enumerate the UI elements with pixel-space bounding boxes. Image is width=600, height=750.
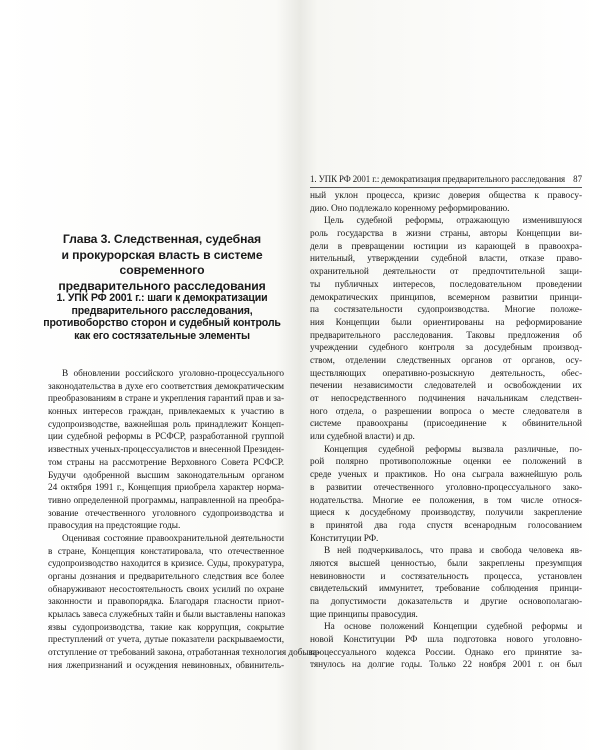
text-line: ляются высшей ценностью, были закреплены презумпция xyxy=(310,558,582,569)
text-line: предварительного расследования. Таковы предложения об xyxy=(310,330,582,341)
text-line: правосудия на предстоящие годы. xyxy=(48,521,181,532)
text-line: крылась завеса служебных тайн и были выставлены напоказ xyxy=(48,610,286,621)
text-line: законодательства в духе его соответствия демократическим xyxy=(48,381,284,392)
text-line: в развитии отечественного уголовно-процессуального зако- xyxy=(310,482,582,493)
text-line: па допустимости доказательств и другие основополагаю- xyxy=(310,597,582,607)
text-line: органы дознания и предварительного следствия все более xyxy=(48,572,284,582)
text-line: Концепция судебной реформы вызвала различные, по- xyxy=(324,444,582,455)
text-line: в стране, Концепция констатировала, что отечественное xyxy=(48,546,284,557)
text-line: в принятой два года спустя всенародным голосованием xyxy=(310,520,582,531)
chapter-title-line: Глава 3. Следственная, судебная xyxy=(62,232,262,246)
left-page-body xyxy=(48,368,320,673)
text-line: Конституции РФ. xyxy=(310,533,379,544)
text-line: ный уклон процесса, кризис доверия общества к правосу- xyxy=(310,191,582,201)
right-page xyxy=(300,0,600,750)
text-line: 24 октября 1991 г., Концепция приобрела характер норма- xyxy=(48,483,284,494)
text-line: ством, отделении следственных органов от органов, осу- xyxy=(310,355,582,366)
chapter-title-line: и прокурорская власть в системе современного xyxy=(61,247,263,277)
page-number: 87 xyxy=(573,174,582,184)
section-title-line: противоборство сторон и судебный контроль xyxy=(43,317,281,330)
text-line: В ней подчеркивалось, что права и свобода человека яв- xyxy=(324,546,582,557)
paragraph xyxy=(310,621,582,672)
chapter-title xyxy=(42,232,282,294)
text-line: Цель судебной реформы, отражающую изменившуюся xyxy=(324,216,582,227)
chapter-title-line: предварительного расследования xyxy=(58,278,266,293)
section-title-line: предварительного расследования, xyxy=(71,304,253,317)
text-line: демократических принципов, всемерном развитии принци- xyxy=(310,292,582,303)
text-line: рой полярно противоположные оценки ее положений в xyxy=(310,457,582,468)
section-title-line: как его состязательные элементы xyxy=(74,330,250,343)
text-line: роль государства в жизни страны, авторы Концепции ви- xyxy=(310,229,582,240)
text-line: обнаруживают несостоятельность своих усилий по охране xyxy=(48,584,284,595)
paragraph xyxy=(310,215,582,443)
text-line: ществляющих оперативно-розыскную деятельность, обес- xyxy=(310,368,582,379)
text-line: конных интересов граждан, привлекаемых к участию в xyxy=(48,407,284,418)
text-line: дели в превращении юстиции из карающей в правоохра- xyxy=(310,241,582,252)
text-line: язвы судопроизводства, такие как коррупция, сокрытие xyxy=(48,622,284,633)
text-line: судопроизводстве, важнейшая роль принадлежит Концеп- xyxy=(48,419,284,430)
text-line: На основе положений Концепции судебной реформы и xyxy=(324,622,582,633)
text-line: среде ученых и практиков. Но она сыграла важнейшую роль xyxy=(310,470,582,481)
text-line: том страны на рассмотрение Верховного Совета РСФСР. xyxy=(48,457,284,468)
section-title xyxy=(42,292,282,343)
text-line: Будучи одобренной высшим законодательным органом xyxy=(48,470,284,481)
text-line: невиновности и состязательность процесса, установлен xyxy=(310,571,582,582)
text-line: печении независимости следователей и освобождении их xyxy=(310,381,582,392)
text-line: дию. Оно подлежало коренному реформированию. xyxy=(310,203,510,214)
text-line: преобразованиям в стране и укрепления гарантий прав и за- xyxy=(48,394,284,405)
text-line: щиеся к досудебному производству, получили закрепление xyxy=(310,508,582,519)
text-line: от непосредственного подчинения начальникам следствен- xyxy=(310,394,582,404)
text-line: судопроизводство находится в кризисе. Суды, прокуратура, xyxy=(48,559,284,570)
text-line: ты публичных интересов, последовательном проведении xyxy=(310,279,582,290)
text-line: тивно определенной программы, направленной на преобра- xyxy=(48,495,284,506)
text-line: В обновлении российского уголовно-процессуального xyxy=(62,369,284,379)
paragraph xyxy=(310,444,582,546)
text-line: нительный, утверждении судебной власти, отказе право- xyxy=(310,254,582,265)
text-line: Оценивая состояние правоохранительной деятельности xyxy=(62,533,284,544)
section-title-line: 1. УПК РФ 2001 г.: шаги к демократизации xyxy=(56,292,268,304)
text-line: новой Конституции РФ шла подготовка нового уголовно- xyxy=(310,635,582,646)
text-line: свидетельский иммунитет, требование соблюдения принци- xyxy=(310,584,582,595)
right-page-body xyxy=(310,190,582,672)
text-line: па состязательности судопроизводства. Многие положе- xyxy=(310,305,582,316)
text-line: тянулось на долгие годы. Только 22 ноября 2001 г. он был xyxy=(310,660,582,671)
text-line: щие принципы правосудия. xyxy=(310,609,418,620)
text-line: учреждении судебного контроля за досудебным производ- xyxy=(310,343,582,354)
running-head-title: 1. УПК РФ 2001 г.: демократизация предварительного расследования xyxy=(310,174,566,184)
text-line: известных ученых-процессуалистов и внесенной Президен- xyxy=(48,445,284,456)
text-line: системе правоохраны (присоединение к обвинительной xyxy=(310,419,582,430)
paragraph xyxy=(310,545,582,621)
text-line: законности и правопорядка. Благодаря гласности приот- xyxy=(48,597,284,608)
running-head xyxy=(310,174,582,188)
text-line: ния лжепризнаний и осуждения невиновных, обвинитель- xyxy=(48,660,284,671)
paragraph xyxy=(48,368,284,533)
text-line: ного отдела, о разрешении вопроса о месте следователя в xyxy=(310,406,582,417)
text-line: преступлений от учета, дутые показатели раскрываемости, xyxy=(48,635,284,646)
text-line: процессуального кодекса России. Однако его принятие за- xyxy=(310,647,582,658)
text-line: ции судебной реформы в РСФСР, разработанной группой xyxy=(48,432,284,443)
text-line: нодательства. Многие ее положения, в том числе относя- xyxy=(310,495,582,506)
text-line: или судебной власти) и др. xyxy=(310,432,415,443)
paragraph xyxy=(310,190,582,215)
text-line: охранительной деятельности от предпочтительной защи- xyxy=(310,267,582,278)
text-line: зование отечественного уголовного судопроизводства и xyxy=(48,508,284,519)
text-line: ния Концепции были ориентированы на реформирование xyxy=(310,317,582,328)
text-line: отступление от требований закона, отработанная технология добыва- xyxy=(48,648,320,659)
paragraph xyxy=(48,533,320,673)
